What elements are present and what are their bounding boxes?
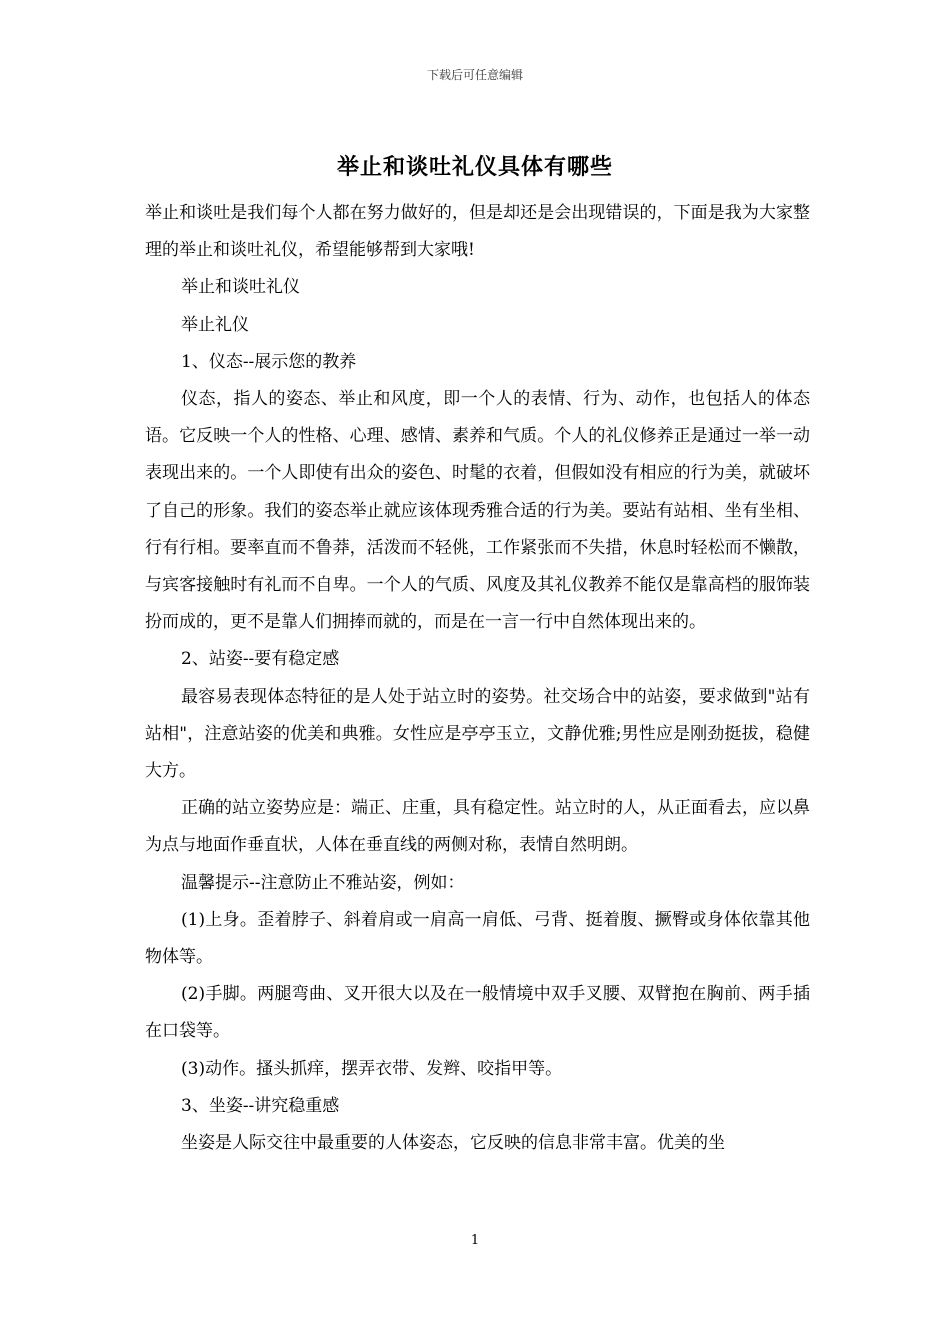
list-item: (3)动作。搔头抓痒，摆弄衣带、发辫、咬指甲等。 [181, 1058, 563, 1079]
intro-paragraph: 举止和谈吐是我们每个人都在努力做好的，但是却还是会出现错误的，下面是我为大家整理的举止和谈吐礼仪，希望能够帮到大家哦! [145, 203, 810, 261]
document-title: 举止和谈吐礼仪具体有哪些 [336, 154, 613, 180]
item-heading: 3、坐姿--讲究稳重感 [181, 1095, 340, 1116]
body-paragraph: 正确的站立姿势应是：端正、庄重，具有稳定性。站立时的人，从正面看去，应以鼻为点与地面作垂直状，人体在垂直线的两侧对称，表情自然明朗。 [145, 798, 810, 856]
list-item: (2)手脚。两腿弯曲、叉开很大以及在一般情境中双手叉腰、双臂抱在胸前、两手插在口袋等。 [145, 984, 810, 1042]
tip-heading: 温馨提示--注意防止不雅站姿，例如： [181, 872, 465, 893]
body-paragraph: 最容易表现体态特征的是人处于站立时的姿势。社交场合中的站姿，要求做到"站有站相"，注意站姿的优美和典雅。女性应是亭亭玉立，文静优雅;男性应是刚劲挺拔，稳健大方。 [145, 686, 810, 782]
item-heading: 1、仪态--展示您的教养 [181, 351, 357, 372]
section-heading: 举止和谈吐礼仪 [181, 277, 300, 298]
subsection-heading: 举止礼仪 [181, 314, 249, 335]
list-item: (1)上身。歪着脖子、斜着肩或一肩高一肩低、弓背、挺着腹、撅臀或身体依靠其他物体等。 [145, 909, 810, 968]
body-paragraph: 仪态，指人的姿态、举止和风度，即一个人的表情、行为、动作，也包括人的体态语。它反映一个人的性格、心理、感情、素养和气质。个人的礼仪修养正是通过一举一动表现出来的。一个人即使有出众的姿色、时髦的衣着，但假如没有相应的行为美，就破坏了自己的形象。我们的姿态举止就应该体现秀雅合适的行为美。要站有站相、坐有坐相、行有行相。要率直而不鲁莽，活泼而不轻佻，工作紧张而不失措，休息时轻松而不懒散，与宾客接触时有礼而不自卑。一个人的气质、风度及其礼仪教养不能仅是靠高档的服饰装扮而成的，更不是靠人们拥捧而就的，而是在一言一行中自然体现出来的。 [145, 389, 810, 633]
item-heading: 2、站姿--要有稳定感 [181, 649, 340, 670]
header-note: 下载后可任意编辑 [426, 68, 523, 82]
body-paragraph: 坐姿是人际交往中最重要的人体姿态，它反映的信息非常丰富。优美的坐 [181, 1133, 725, 1154]
page-number: 1 [470, 1233, 480, 1248]
document-body [145, 195, 810, 1162]
